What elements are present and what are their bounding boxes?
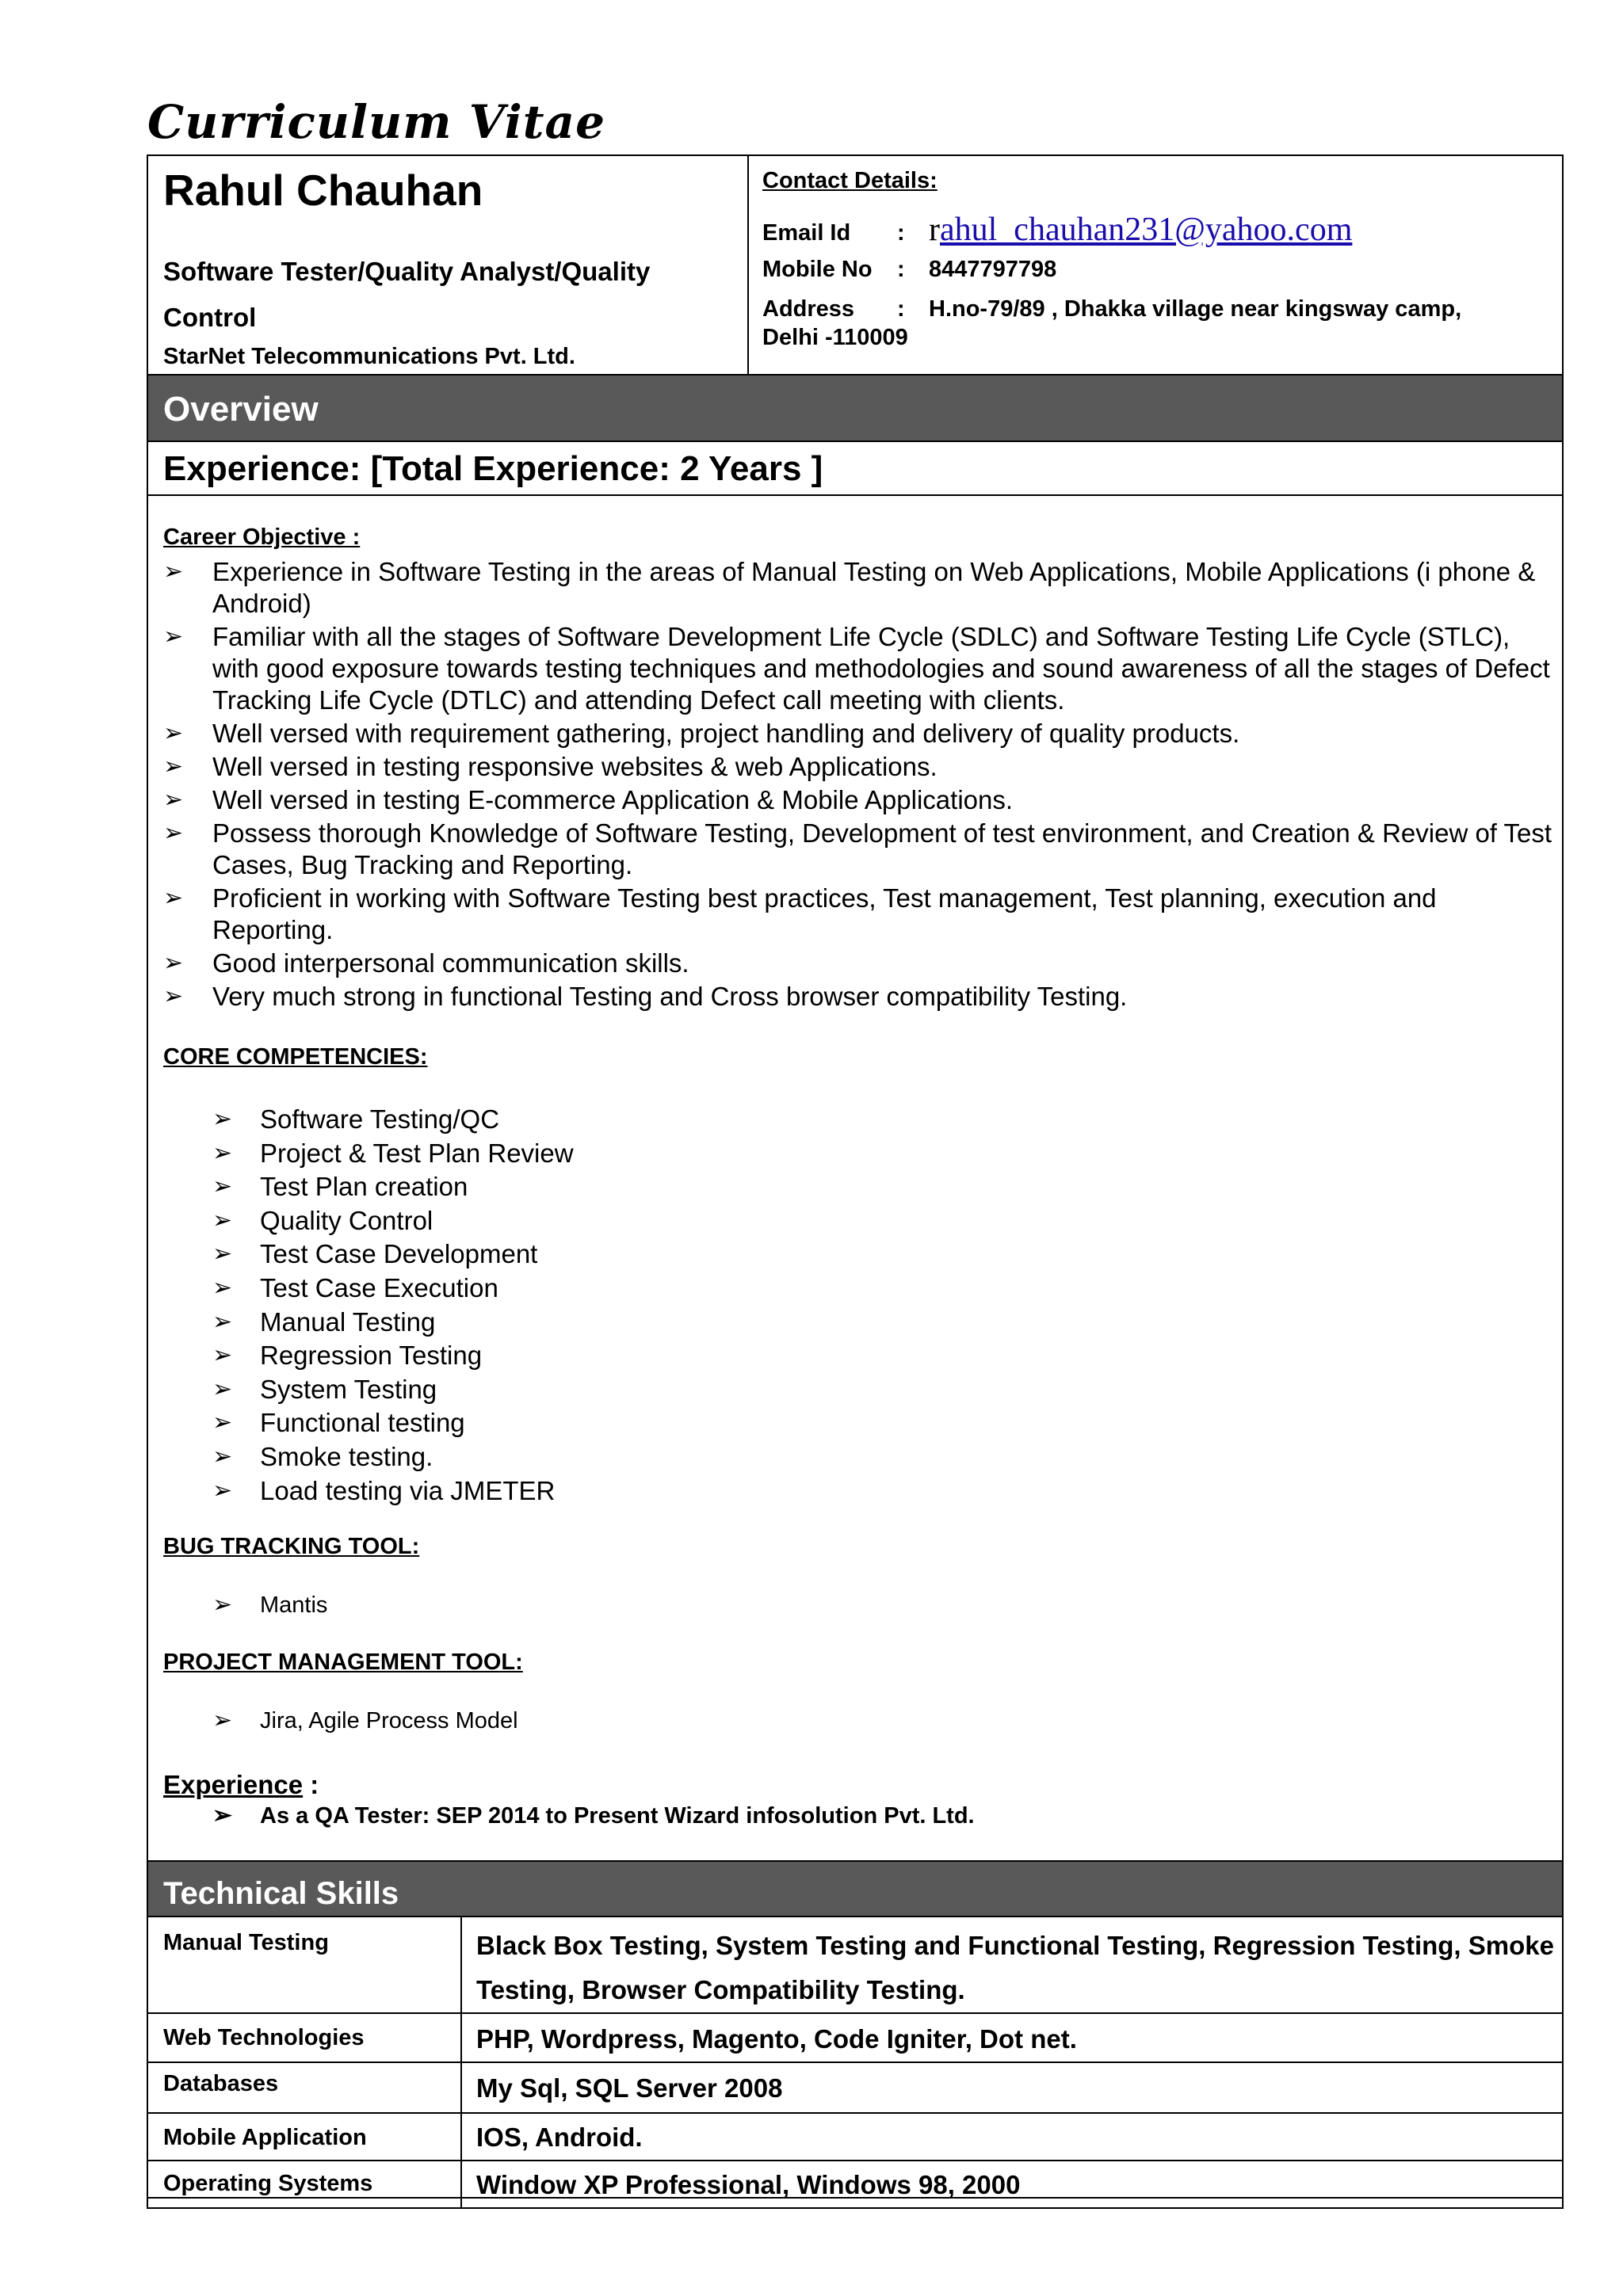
list-item: ➢ Familiar with all the stages of Software Development Life Cycle (SDLC) and Software Testing Life Cycle (STLC), with good exposure towards testing techniques and methodologies and sound awareness of all the stages of Defect Tracking Life Cycle (DTLC) and attending Defect call meeting with clients.	[163, 622, 1550, 715]
skill-key: Manual Testing	[147, 1917, 461, 2013]
list-item: ➢ Project & Test Plan Review	[212, 1137, 574, 1171]
list-item: ➢ Very much strong in functional Testing and Cross browser compatibility Testing.	[163, 982, 1128, 1011]
arrow-bullet-icon: ➢	[212, 1375, 233, 1402]
arrow-bullet-icon: ➢	[163, 885, 184, 911]
current-company: StarNet Telecommunications Pvt. Ltd.	[163, 344, 575, 369]
table-row	[147, 2062, 1563, 2113]
arrow-bullet-icon: ➢	[212, 1342, 233, 1369]
email-first-char: r	[929, 212, 940, 248]
arrow-bullet-icon: ➢	[212, 1443, 233, 1470]
experience-label: Experience :	[163, 1770, 319, 1799]
overview-title: Overview	[163, 390, 319, 429]
list-item: ➢ Well versed in testing responsive websites & web Applications.	[163, 752, 938, 781]
list-item: ➢ Test Case Development	[212, 1238, 574, 1272]
skill-key: Mobile Application	[147, 2113, 461, 2161]
experience-heading: Experience: [Total Experience: 2 Years ]	[163, 449, 823, 488]
email-label: Email Id	[762, 220, 851, 246]
list-item: ➢ Mantis	[212, 1589, 327, 1621]
list-item: ➢ As a QA Tester: SEP 2014 to Present Wizard infosolution Pvt. Ltd.	[212, 1800, 975, 1832]
arrow-bullet-icon: ➢	[212, 1707, 233, 1733]
skill-key: Web Technologies	[147, 2013, 461, 2062]
experience-heading-line	[147, 494, 1564, 496]
list-item: ➢ Smoke testing.	[212, 1440, 574, 1474]
arrow-bullet-icon: ➢	[212, 1106, 233, 1132]
technical-skills-title: Technical Skills	[163, 1876, 399, 1911]
mobile-colon: :	[897, 257, 905, 282]
list-item: ➢ Load testing via JMETER	[212, 1474, 574, 1508]
arrow-bullet-icon: ➢	[212, 1802, 233, 1829]
skill-value: IOS, Android.	[461, 2113, 1563, 2161]
mobile-label: Mobile No	[762, 257, 873, 282]
bug-tracking-label: BUG TRACKING TOOL:	[163, 1534, 420, 1559]
arrow-bullet-icon: ➢	[212, 1409, 233, 1436]
list-item: ➢ Possess thorough Knowledge of Software Testing, Development of test environment, and Creation & Review of Test Cases, Bug Tracking and Reporting.	[163, 818, 1552, 879]
list-item: ➢ Manual Testing	[212, 1306, 574, 1340]
core-competencies-label: CORE COMPETENCIES:	[163, 1044, 428, 1070]
list-item: ➢ Test Case Execution	[212, 1272, 574, 1306]
table-row	[147, 1917, 1563, 2013]
arrow-bullet-icon: ➢	[212, 1173, 233, 1200]
list-item: ➢ Well versed with requirement gathering, project handling and delivery of quality products.	[163, 719, 1240, 748]
list-item: ➢ Test Plan creation	[212, 1170, 574, 1204]
email-row	[762, 211, 1352, 249]
document-title: Curriculum Vitae	[147, 95, 606, 149]
list-item: ➢ Software Testing/QC	[212, 1103, 574, 1137]
project-management-label: PROJECT MANAGEMENT TOOL:	[163, 1650, 523, 1675]
arrow-bullet-icon: ➢	[163, 983, 184, 1009]
arrow-bullet-icon: ➢	[212, 1207, 233, 1234]
table-row	[147, 2161, 1563, 2208]
email-colon: :	[897, 220, 905, 246]
core-competencies-list	[212, 1103, 574, 1508]
mobile-number: 8447797798	[929, 257, 1057, 282]
skill-value: Black Box Testing, System Testing and Functional Testing, Regression Testing, Smoke Testing, Browser Compatibility Testing.	[461, 1917, 1563, 2013]
list-item: ➢ Good interpersonal communication skills.	[163, 948, 689, 978]
address-line2: Delhi -110009	[762, 325, 908, 350]
career-objective-label: Career Objective :	[163, 524, 361, 550]
arrow-bullet-icon: ➢	[212, 1241, 233, 1268]
arrow-bullet-icon: ➢	[163, 950, 184, 976]
bug-tracking-list	[212, 1589, 327, 1621]
address-row	[762, 296, 1461, 322]
address-line1: H.no-79/89 , Dhakka village near kingsway camp,	[929, 296, 1462, 322]
arrow-bullet-icon: ➢	[212, 1592, 233, 1618]
list-item: ➢ Quality Control	[212, 1204, 574, 1238]
list-item: ➢ Jira, Agile Process Model	[212, 1705, 518, 1737]
experience-list	[212, 1800, 975, 1832]
arrow-bullet-icon: ➢	[163, 559, 184, 585]
skill-value: My Sql, SQL Server 2008	[461, 2062, 1563, 2113]
arrow-bullet-icon: ➢	[163, 753, 184, 780]
skill-key: Databases	[147, 2062, 461, 2113]
arrow-bullet-icon: ➢	[163, 624, 184, 650]
list-item: ➢ Well versed in testing E-commerce Application & Mobile Applications.	[163, 785, 1014, 814]
candidate-role: Software Tester/Quality Analyst/Quality Control	[163, 257, 651, 332]
arrow-bullet-icon: ➢	[163, 820, 184, 846]
arrow-bullet-icon: ➢	[212, 1139, 233, 1166]
list-item: ➢ Proficient in working with Software Testing best practices, Test management, Test planning, execution and Reporting.	[163, 883, 1437, 944]
arrow-bullet-icon: ➢	[163, 720, 184, 746]
list-item: ➢ Functional testing	[212, 1406, 574, 1440]
project-management-list	[212, 1705, 518, 1737]
contact-heading: Contact Details:	[762, 168, 938, 193]
skill-value: Window XP Professional, Windows 98, 2000	[461, 2161, 1563, 2208]
list-item: ➢ Experience in Software Testing in the areas of Manual Testing on Web Applications, Mobile Applications (i phone & Android)	[163, 557, 1536, 618]
technical-skills-band	[148, 1862, 1562, 1916]
mobile-row	[762, 257, 1056, 283]
technical-skills-table	[147, 1916, 1564, 2209]
email-link[interactable]: ahul_chauhan231@yahoo.com	[940, 212, 1353, 248]
address-colon: :	[897, 296, 905, 322]
table-row	[147, 2113, 1563, 2161]
arrow-bullet-icon: ➢	[212, 1308, 233, 1335]
address-row-2	[762, 325, 908, 351]
table-row	[147, 2013, 1563, 2062]
candidate-name: Rahul Chauhan	[163, 166, 483, 215]
skill-key: Operating Systems	[147, 2161, 461, 2208]
arrow-bullet-icon: ➢	[163, 787, 184, 813]
overview-bottom-line	[147, 441, 1564, 442]
address-label: Address	[762, 296, 855, 322]
arrow-bullet-icon: ➢	[212, 1477, 233, 1504]
list-item: ➢ Regression Testing	[212, 1339, 574, 1373]
arrow-bullet-icon: ➢	[212, 1274, 233, 1301]
overview-band	[148, 376, 1562, 441]
skill-value: PHP, Wordpress, Magento, Code Igniter, Dot net.	[461, 2013, 1563, 2062]
career-objective-list	[163, 556, 1558, 1014]
header-divider	[747, 154, 749, 375]
list-item: ➢ System Testing	[212, 1373, 574, 1407]
